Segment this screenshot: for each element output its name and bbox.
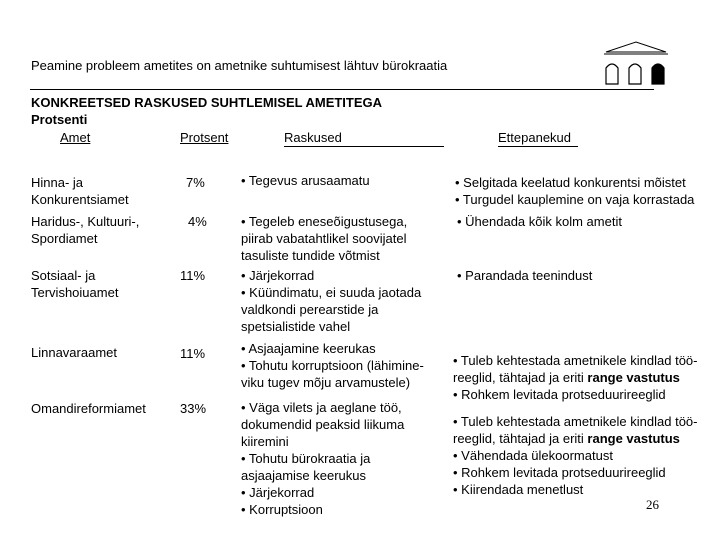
row-1-raskused: • Tegevus arusaamatu — [241, 173, 370, 188]
row-5-raskused: • Väga vilets ja aeglane töö, dokumendid peaksid liikuma kiiremini • Tohutu bürokraatia ja asjaajamise keerukus • Järjekorrad • Korruptsioon — [241, 400, 405, 517]
section-subtitle: Protsenti — [31, 112, 88, 127]
slide-title: Peamine probleem ametites on ametnike suhtumisest lähtuv bürokraatia — [31, 58, 448, 73]
page-number: 26 — [646, 497, 659, 512]
section-heading: KONKREETSED RASKUSED SUHTLEMISEL AMETITEGA — [31, 95, 383, 110]
row-2-amet: Haridus-, Kultuuri-, Spordiamet — [31, 214, 140, 246]
header-underline-raskused — [284, 146, 444, 147]
row-3-amet: Sotsiaal- ja Tervishoiuamet — [31, 268, 119, 300]
row-4-protsent: 11% — [180, 346, 206, 361]
row-5-ettepanekud-text: • Tuleb kehtestada ametnikele kindlad töö- reeglid, tähtajad ja eriti — [453, 414, 698, 446]
row-5-ettepanekud — [453, 413, 697, 498]
row-5-ettepanekud-emphasis: range vastutus — [587, 431, 680, 446]
row-4-ettepanekud — [453, 352, 697, 403]
row-2-raskused: • Tegeleb eneseõigustusega, piirab vabatahtlikel soovijatel tasuliste tundide võtmist — [241, 214, 408, 263]
header-amet: Amet — [60, 130, 91, 145]
row-1-amet: Hinna- ja Konkurentsiamet — [31, 175, 129, 207]
row-1-ettepanekud: • Selgitada keelatud konkurentsi mõistet • Turgudel kauplemine on vaja korrastada — [455, 175, 695, 207]
row-3-ettepanekud: • Parandada teenindust — [457, 268, 593, 283]
title-divider — [30, 89, 654, 90]
header-raskused: Raskused — [284, 130, 342, 145]
row-2-ettepanekud: • Ühendada kõik kolm ametit — [457, 214, 622, 229]
header-ettepanekud: Ettepanekud — [498, 130, 572, 145]
row-4-raskused: • Asjaajamine keerukas • Tohutu korruptsioon (lähimine- viku tugev mõju arvamustele) — [241, 341, 424, 390]
row-1-protsent: 7% — [186, 175, 205, 190]
building-logo-icon — [600, 40, 672, 90]
header-underline-ettepanekud — [498, 146, 578, 147]
header-protsent: Protsent — [180, 130, 229, 145]
row-5-protsent: 33% — [180, 401, 207, 416]
row-4-ettepanekud-emphasis: range vastutus — [587, 370, 680, 385]
row-4-ettepanekud-rest: • Rohkem levitada protseduurireeglid — [453, 387, 666, 402]
row-4-ettepanekud-text: • Tuleb kehtestada ametnikele kindlad töö- reeglid, tähtajad ja eriti — [453, 353, 698, 385]
row-4-amet: Linnavaraamet — [31, 345, 117, 360]
row-3-protsent: 11% — [180, 268, 206, 283]
row-5-amet: Omandireformiamet — [31, 401, 146, 416]
row-5-ettepanekud-rest: • Vähendada ülekoormatust • Rohkem levitada protseduurireeglid • Kiirendada menetlust — [453, 448, 666, 497]
row-3-raskused: • Järjekorrad • Küündimatu, ei suuda jaotada valdkondi perearstide ja spetsialistide vahel — [241, 268, 422, 334]
row-2-protsent: 4% — [188, 214, 207, 229]
